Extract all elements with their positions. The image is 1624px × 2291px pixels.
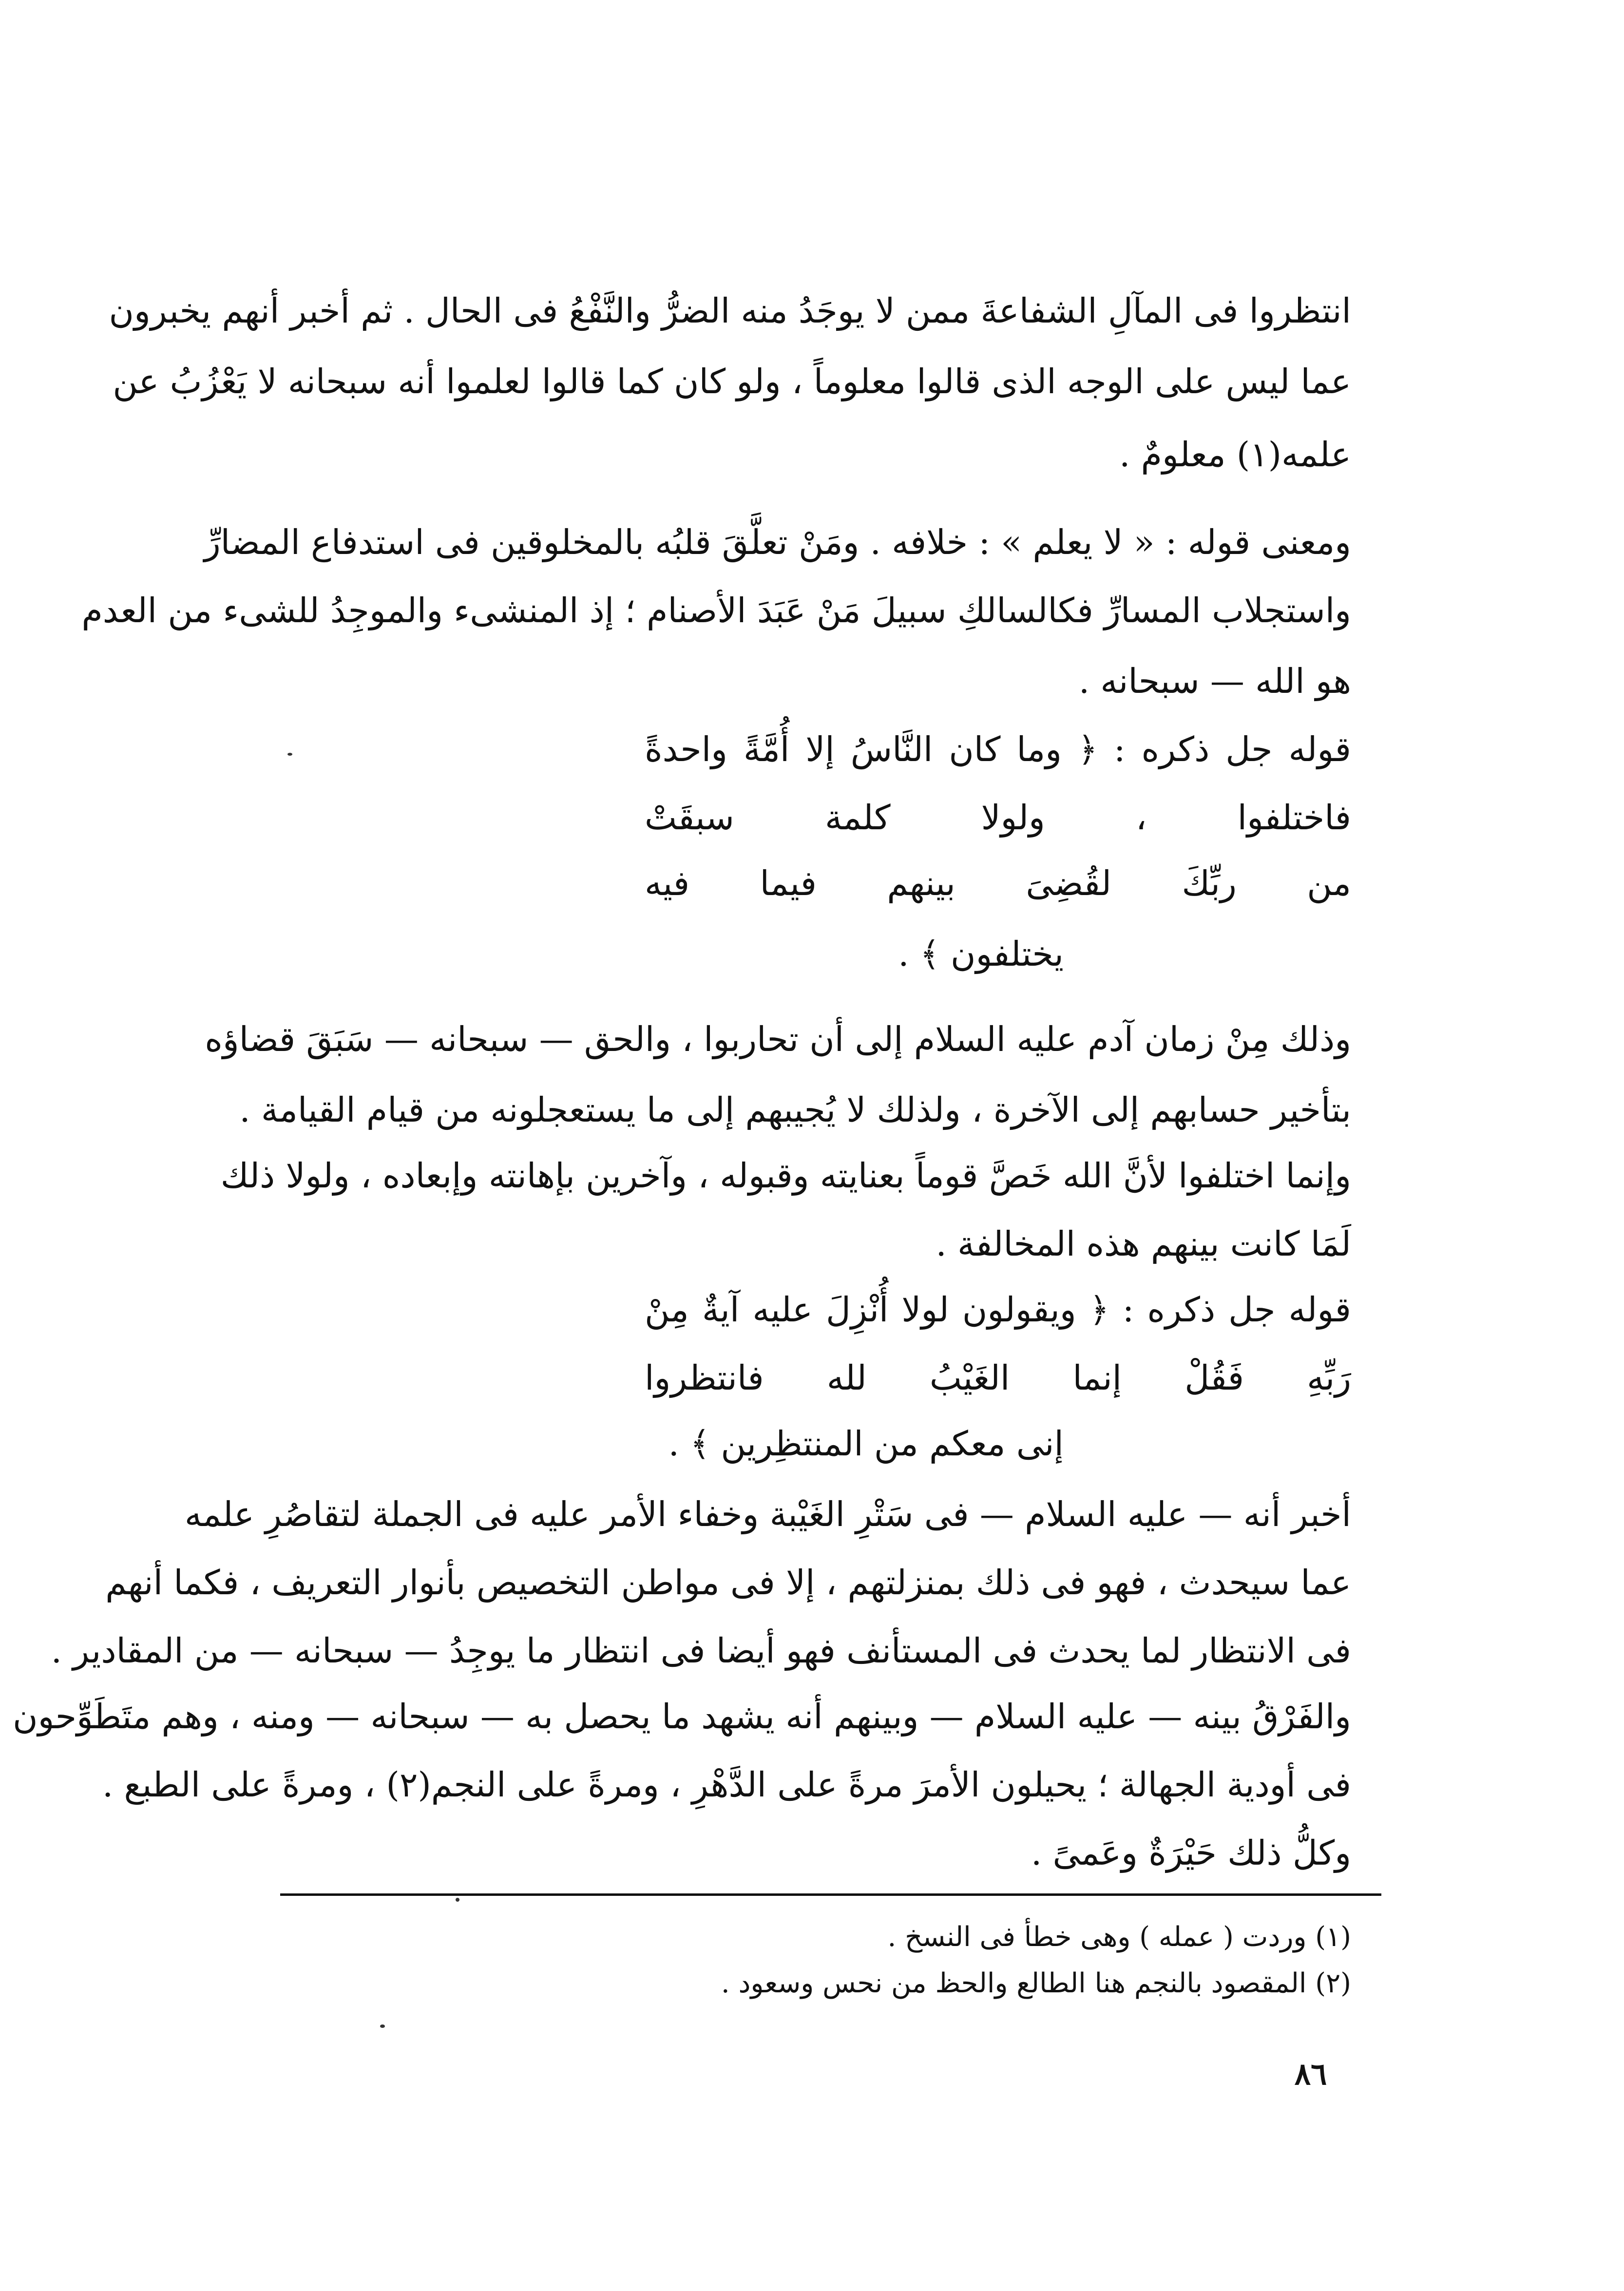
body-line: لَمَا كانت بينهم هذه المخالفة . (936, 1224, 1351, 1264)
scan-speck (456, 1898, 459, 1902)
body-line: عما سيحدث ، فهو فى ذلك بمنزلتهم ، إلا فى مواطن التخصيص بأنوار التعريف ، فكما أنهم (105, 1563, 1351, 1603)
body-line: وكلُّ ذلك حَيْرَةٌ وعَمىً . (1031, 1833, 1351, 1873)
body-line: انتظروا فى المآلِ الشفاعةَ ممن لا يوجَدُ منه الضرُّ والنَّفْعُ فى الحال . ثم أخبر أنهم يخبرون (109, 291, 1351, 331)
body-line: ومعنى قوله : « لا يعلم » : خلافه . ومَنْ تعلَّقَ قلبُه بالمخلوقين فى استدفاع المضارِّ (204, 522, 1351, 562)
body-line: أخبر أنه — عليه السلام — فى سَتْرِ الغَيْبة وخفاء الأمر عليه فى الجملة لتقاصُرِ علمه (184, 1494, 1351, 1534)
footnote-1: (١) وردت ( عمله ) وهى خطأ فى النسخ . (887, 1921, 1351, 1953)
scan-speck (287, 753, 292, 756)
body-line: وإنما اختلفوا لأنَّ الله خَصَّ قوماً بعنايته وقبوله ، وآخرين بإهانته وإبعاده ، ولولا ذلك (220, 1156, 1351, 1196)
body-line: علمه(١) معلومٌ . (1119, 435, 1351, 475)
verse-line: من ربِّكَ لقُضِىَ بينهم فيما فيه (645, 863, 1351, 903)
body-line: هو الله — سبحانه . (1078, 661, 1351, 701)
verse-line: رَبِّهِ فَقُلْ إنما الغَيْبُ لله فانتظروا (645, 1358, 1351, 1398)
footnote-separator (280, 1893, 1381, 1896)
page-number: ٨٦ (1294, 2056, 1327, 2092)
scan-speck (380, 2024, 385, 2028)
body-line: فى أودية الجهالة ؛ يحيلون الأمرَ مرةً على الدَّهْرِ ، ومرةً على النجم(٢) ، ومرةً على الطبع . (102, 1765, 1351, 1805)
verse-line: فاختلفوا ، ولولا كلمة سبقَتْ (645, 798, 1351, 838)
verse-line: قوله جل ذكره : ﴿ وما كان النَّاسُ إلا أُمَّةً واحدةً (645, 729, 1351, 769)
body-line: واستجلاب المسارِّ فكالسالكِ سبيلَ مَنْ عَبَدَ الأصنام ؛ إذ المنشىء والموجِدُ للشىء من العدم (81, 591, 1351, 630)
body-line: وذلك مِنْ زمان آدم عليه السلام إلى أن تحاربوا ، والحق — سبحانه — سَبَقَ قضاؤه (205, 1019, 1351, 1059)
footnote-2: (٢) المقصود بالنجم هنا الطالع والحظ من نحس وسعود . (721, 1967, 1351, 1999)
verse-line: قوله جل ذكره : ﴿ ويقولون لولا أُنْزِلَ عليه آيةٌ مِنْ (645, 1290, 1351, 1330)
body-line: بتأخير حسابهم إلى الآخرة ، ولذلك لا يُجيبهم إلى ما يستعجلونه من قيام القيامة . (239, 1090, 1351, 1130)
body-line: والفَرْقُ بينه — عليه السلام — وبينهم أنه يشهد ما يحصل به — سبحانه — ومنه ، وهم متَطَوِّحون (13, 1697, 1351, 1737)
body-line: عما ليس على الوجه الذى قالوا معلوماً ، ولو كان كما قالوا لعلموا أنه سبحانه لا يَعْزُبُ عن (113, 362, 1351, 401)
verse-line: يختلفون ﴾ . (898, 934, 1064, 974)
body-line: فى الانتظار لما يحدث فى المستأنف فهو أيضا فى انتظار ما يوجِدُ — سبحانه — من المقادير . (51, 1631, 1351, 1671)
verse-line: إنى معكم من المنتظِرين ﴾ . (668, 1424, 1064, 1464)
